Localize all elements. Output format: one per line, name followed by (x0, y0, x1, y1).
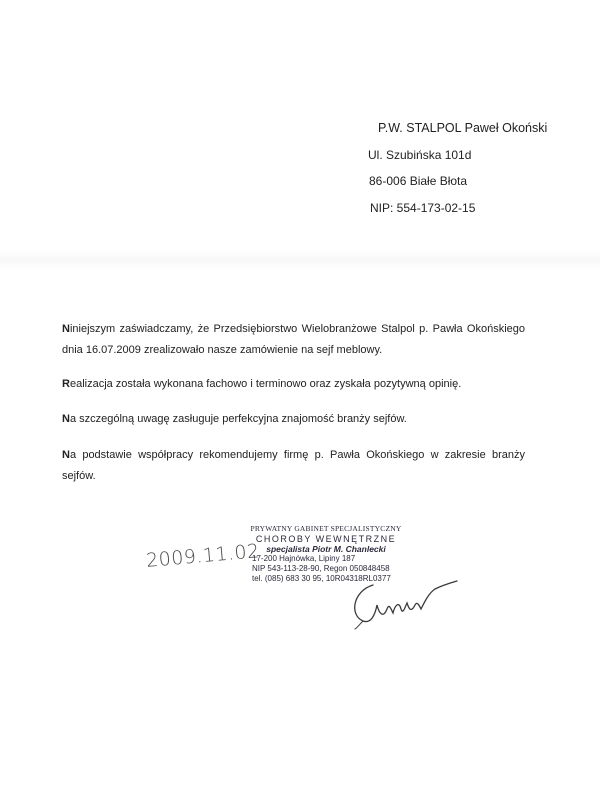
recipient-nip: NIP: 554-173-02-15 (370, 201, 476, 215)
paragraph-3-initial: N (62, 413, 70, 425)
paragraph-3-text: a szczególną uwagę zasługuje perfekcyjna znajomość branży sejfów. (69, 413, 407, 425)
handwritten-date: 2009.11.02 (145, 540, 261, 572)
recipient-city: 86-006 Białe Błota (369, 174, 468, 188)
paragraph-4-initial: N (62, 449, 70, 461)
paragraph-2-text: ealizacja została wykonana fachowo i terminowo oraz zyskała pozytywną opinię. (69, 378, 462, 390)
stamp-line-4: 17-200 Hajnówka, Lipiny 187 (252, 554, 356, 563)
stamp-line-6: tel. (085) 683 30 95, 10R04318RL0377 (252, 574, 391, 583)
paragraph-4-text: a podstawie współpracy rekomendujemy firmę p. Pawła Okońskiego w zakresie branży sejfów. (62, 449, 525, 482)
recipient-name: P.W. STALPOL Paweł Okoński (378, 121, 548, 135)
paragraph-2-initial: R (62, 378, 70, 390)
paragraph-2 (62, 374, 525, 395)
paragraph-3 (62, 409, 525, 430)
stamp-line-1: PRYWATNY GABINET SPECJALISTYCZNY (250, 524, 402, 533)
paragraph-1-initial: N (62, 323, 70, 335)
paragraph-4 (62, 445, 525, 487)
paragraph-1-text: iniejszym zaświadczamy, że Przedsiębiorstwo Wielobranżowe Stalpol p. Pawła Okońskiego dnia 16.07.2009 zrealizowało nasze zamówienie na sejf meblowy. (62, 323, 525, 356)
paper-fold (0, 250, 600, 270)
recipient-street: Ul. Szubińska 101d (368, 148, 472, 162)
stamp-line-5: NIP 543-113-28-90, Regon 050848458 (252, 564, 390, 573)
stamp-line-3: specjalista Piotr M. Chanlecki (266, 544, 386, 554)
handwritten-signature (345, 575, 465, 630)
stamp-line-2: CHOROBY WEWNĘTRZNE (255, 534, 397, 544)
paragraph-1 (62, 319, 525, 361)
